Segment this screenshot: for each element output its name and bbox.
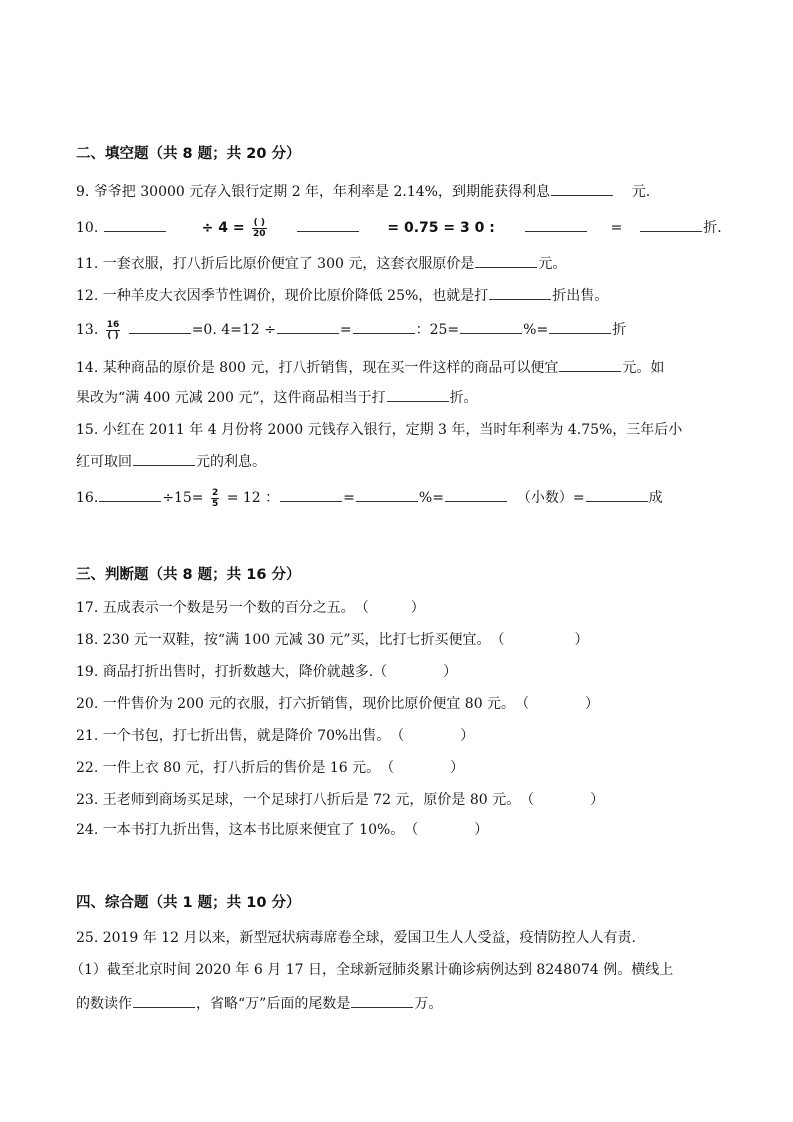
q13-p4: %= <box>523 322 549 338</box>
q10-eq: = 0.75 = 3 0 : <box>387 220 495 236</box>
q10-blank-1[interactable] <box>104 216 166 232</box>
q16-blank-1[interactable] <box>99 486 161 502</box>
judge-item <box>76 662 457 682</box>
q16-blank-5[interactable] <box>586 486 648 502</box>
q10-blank-2[interactable] <box>297 216 359 232</box>
q14-l2b: 折。 <box>449 390 478 406</box>
answer-paren[interactable]: （ ） <box>515 696 600 712</box>
answer-paren[interactable]: （ ） <box>520 792 605 808</box>
q9-tail: 元. <box>631 184 651 200</box>
judge-text: 21. 一个书包，打七折出售，就是降价 70%出售。 <box>76 728 391 744</box>
q16-p1: ÷15= <box>162 490 204 506</box>
q16-p6: 成 <box>648 490 663 506</box>
q9-text: 9. 爷爷把 30000 元存入银行定期 2 年，年利率是 2.14%，到期能获得利息 <box>76 184 550 200</box>
judge-text: 17. 五成表示一个数是另一个数的百分之五。 <box>76 600 355 616</box>
q13-p5: 折 <box>612 322 627 338</box>
question-14-line-2 <box>76 386 478 408</box>
q16-p2: = 12 ： <box>226 490 280 506</box>
judge-text: 20. 一件售价为 200 元的衣服，打六折销售，现价比原价便宜 80 元。 <box>76 696 516 712</box>
q10-blank-3[interactable] <box>525 216 587 232</box>
q12-text: 12. 一种羊皮大衣因季节性调价，现价比原价降低 25%，也就是打 <box>76 288 489 304</box>
judge-text: 24. 一本书打九折出售，这本书比原来便宜了 10%。 <box>76 822 405 838</box>
q15-blank[interactable] <box>133 450 195 466</box>
judge-item <box>76 820 488 840</box>
question-9 <box>76 180 650 202</box>
q15-l2a: 红可取回 <box>76 454 132 470</box>
q16-p5: （小数）= <box>516 490 585 506</box>
q14-blank-2[interactable] <box>387 386 449 402</box>
q16-blank-2[interactable] <box>280 486 342 502</box>
q10-fraction: $\frac{( )}{20}$ <box>253 217 266 239</box>
q16-num: 16. <box>76 490 99 506</box>
answer-paren[interactable]: （ ） <box>404 822 489 838</box>
q13-p1: =0. 4=12 ÷ <box>191 322 276 338</box>
q25-intro: 25. 2019 年 12 月以来，新型冠状病毒席卷全球，爱国卫生人人受益，疫情防控人人有责. <box>76 930 636 946</box>
question-11 <box>76 252 566 274</box>
judge-item <box>76 694 599 714</box>
q16-p4: %= <box>418 490 444 506</box>
q25-sub1b-a: 的数读作 <box>76 996 132 1012</box>
q25-blank-2[interactable] <box>351 992 413 1008</box>
q13-fraction: $\frac{16}{( )}$ <box>106 319 120 341</box>
q25-blank-1[interactable] <box>133 992 195 1008</box>
q14-l1b: 元。如 <box>622 360 665 376</box>
q10-div4: ÷ 4 = <box>201 220 245 236</box>
question-16 <box>76 486 663 509</box>
judge-text: 18. 230 元一双鞋，按“满 100 元减 30 元”买，比打七折买便宜。 <box>76 632 491 648</box>
q11-blank[interactable] <box>475 252 537 268</box>
q13-blank-5[interactable] <box>549 318 611 334</box>
judge-item <box>76 790 604 810</box>
q15-l1: 15. 小红在 2011 年 4 月份将 2000 元钱存入银行，定期 3 年，当时年利率为 4.75%，三年后小 <box>76 422 683 438</box>
q10-zhe: 折. <box>703 220 722 236</box>
q11-text: 11. 一套衣服，打八折后比原价便宜了 300 元，这套衣服原价是 <box>76 256 475 272</box>
question-15-line-2 <box>76 450 266 472</box>
q14-l2a: 果改为“满 400 元减 200 元”，这件商品相当于打 <box>76 390 386 406</box>
answer-paren[interactable]: （ ） <box>373 664 458 680</box>
judge-item <box>76 630 589 650</box>
question-25-sub1-line-1 <box>70 960 673 980</box>
q13-blank-2[interactable] <box>277 318 339 334</box>
q16-p3: = <box>343 490 355 506</box>
q10-eq2: = <box>610 220 623 236</box>
q25-sub1a: （1）截至北京时间 2020 年 6 月 17 日，全球新冠肺炎累计确诊病例达到 8248074 例。横线上 <box>70 962 674 978</box>
question-12 <box>76 284 608 306</box>
judge-item <box>76 726 474 746</box>
q14-l1a: 14. 某种商品的原价是 800 元，打八折销售，现在买一件这样的商品可以便宜 <box>76 360 559 376</box>
q13-num: 13. <box>76 322 99 338</box>
q15-l2b: 元的利息。 <box>196 454 266 470</box>
q9-blank[interactable] <box>551 180 613 196</box>
q13-blank-1[interactable] <box>129 318 191 334</box>
judge-text: 22. 一件上衣 80 元，打八折后的售价是 16 元。 <box>76 760 381 776</box>
q10-num: 10. <box>76 220 99 236</box>
judge-item <box>76 598 425 618</box>
q11-tail: 元。 <box>538 256 567 272</box>
q10-blank-4[interactable] <box>640 216 702 232</box>
question-15-line-1 <box>76 420 682 440</box>
q13-blank-4[interactable] <box>460 318 522 334</box>
q12-tail: 折出售。 <box>552 288 609 304</box>
q13-blank-3[interactable] <box>353 318 415 334</box>
answer-paren[interactable]: （ ） <box>380 760 465 776</box>
answer-paren[interactable]: （ ） <box>354 600 425 616</box>
section-title-judge: 三、判断题（共 8 题；共 16 分） <box>76 567 301 583</box>
q13-p3: ：25= <box>415 322 460 338</box>
answer-paren[interactable]: （ ） <box>390 728 475 744</box>
q14-blank-1[interactable] <box>559 356 621 372</box>
question-25-sub1-line-2 <box>76 992 442 1014</box>
answer-paren[interactable]: （ ） <box>490 632 589 648</box>
judge-text: 23. 王老师到商场买足球，一个足球打八折后是 72 元，原价是 80 元。 <box>76 792 521 808</box>
q25-sub1b-b: ，省略“万”后面的尾数是 <box>196 996 351 1012</box>
question-10 <box>76 216 722 239</box>
q12-blank[interactable] <box>489 284 551 300</box>
judge-text: 19. 商品打折出售时，打折数越大，降价就越多. <box>76 664 374 680</box>
question-14-line-1 <box>76 356 664 378</box>
question-13 <box>76 318 626 341</box>
judge-item <box>76 758 464 778</box>
q25-sub1b-c: 万。 <box>414 996 443 1012</box>
q16-blank-4[interactable] <box>445 486 507 502</box>
q16-blank-3[interactable] <box>356 486 418 502</box>
section-title-comprehensive: 四、综合题（共 1 题；共 10 分） <box>76 895 301 911</box>
q13-p2: = <box>339 322 352 338</box>
section-title-fill: 二、填空题（共 8 题；共 20 分） <box>76 146 301 162</box>
q16-fraction: $\frac{2}{5}$ <box>212 487 219 509</box>
question-25-intro <box>76 928 636 948</box>
